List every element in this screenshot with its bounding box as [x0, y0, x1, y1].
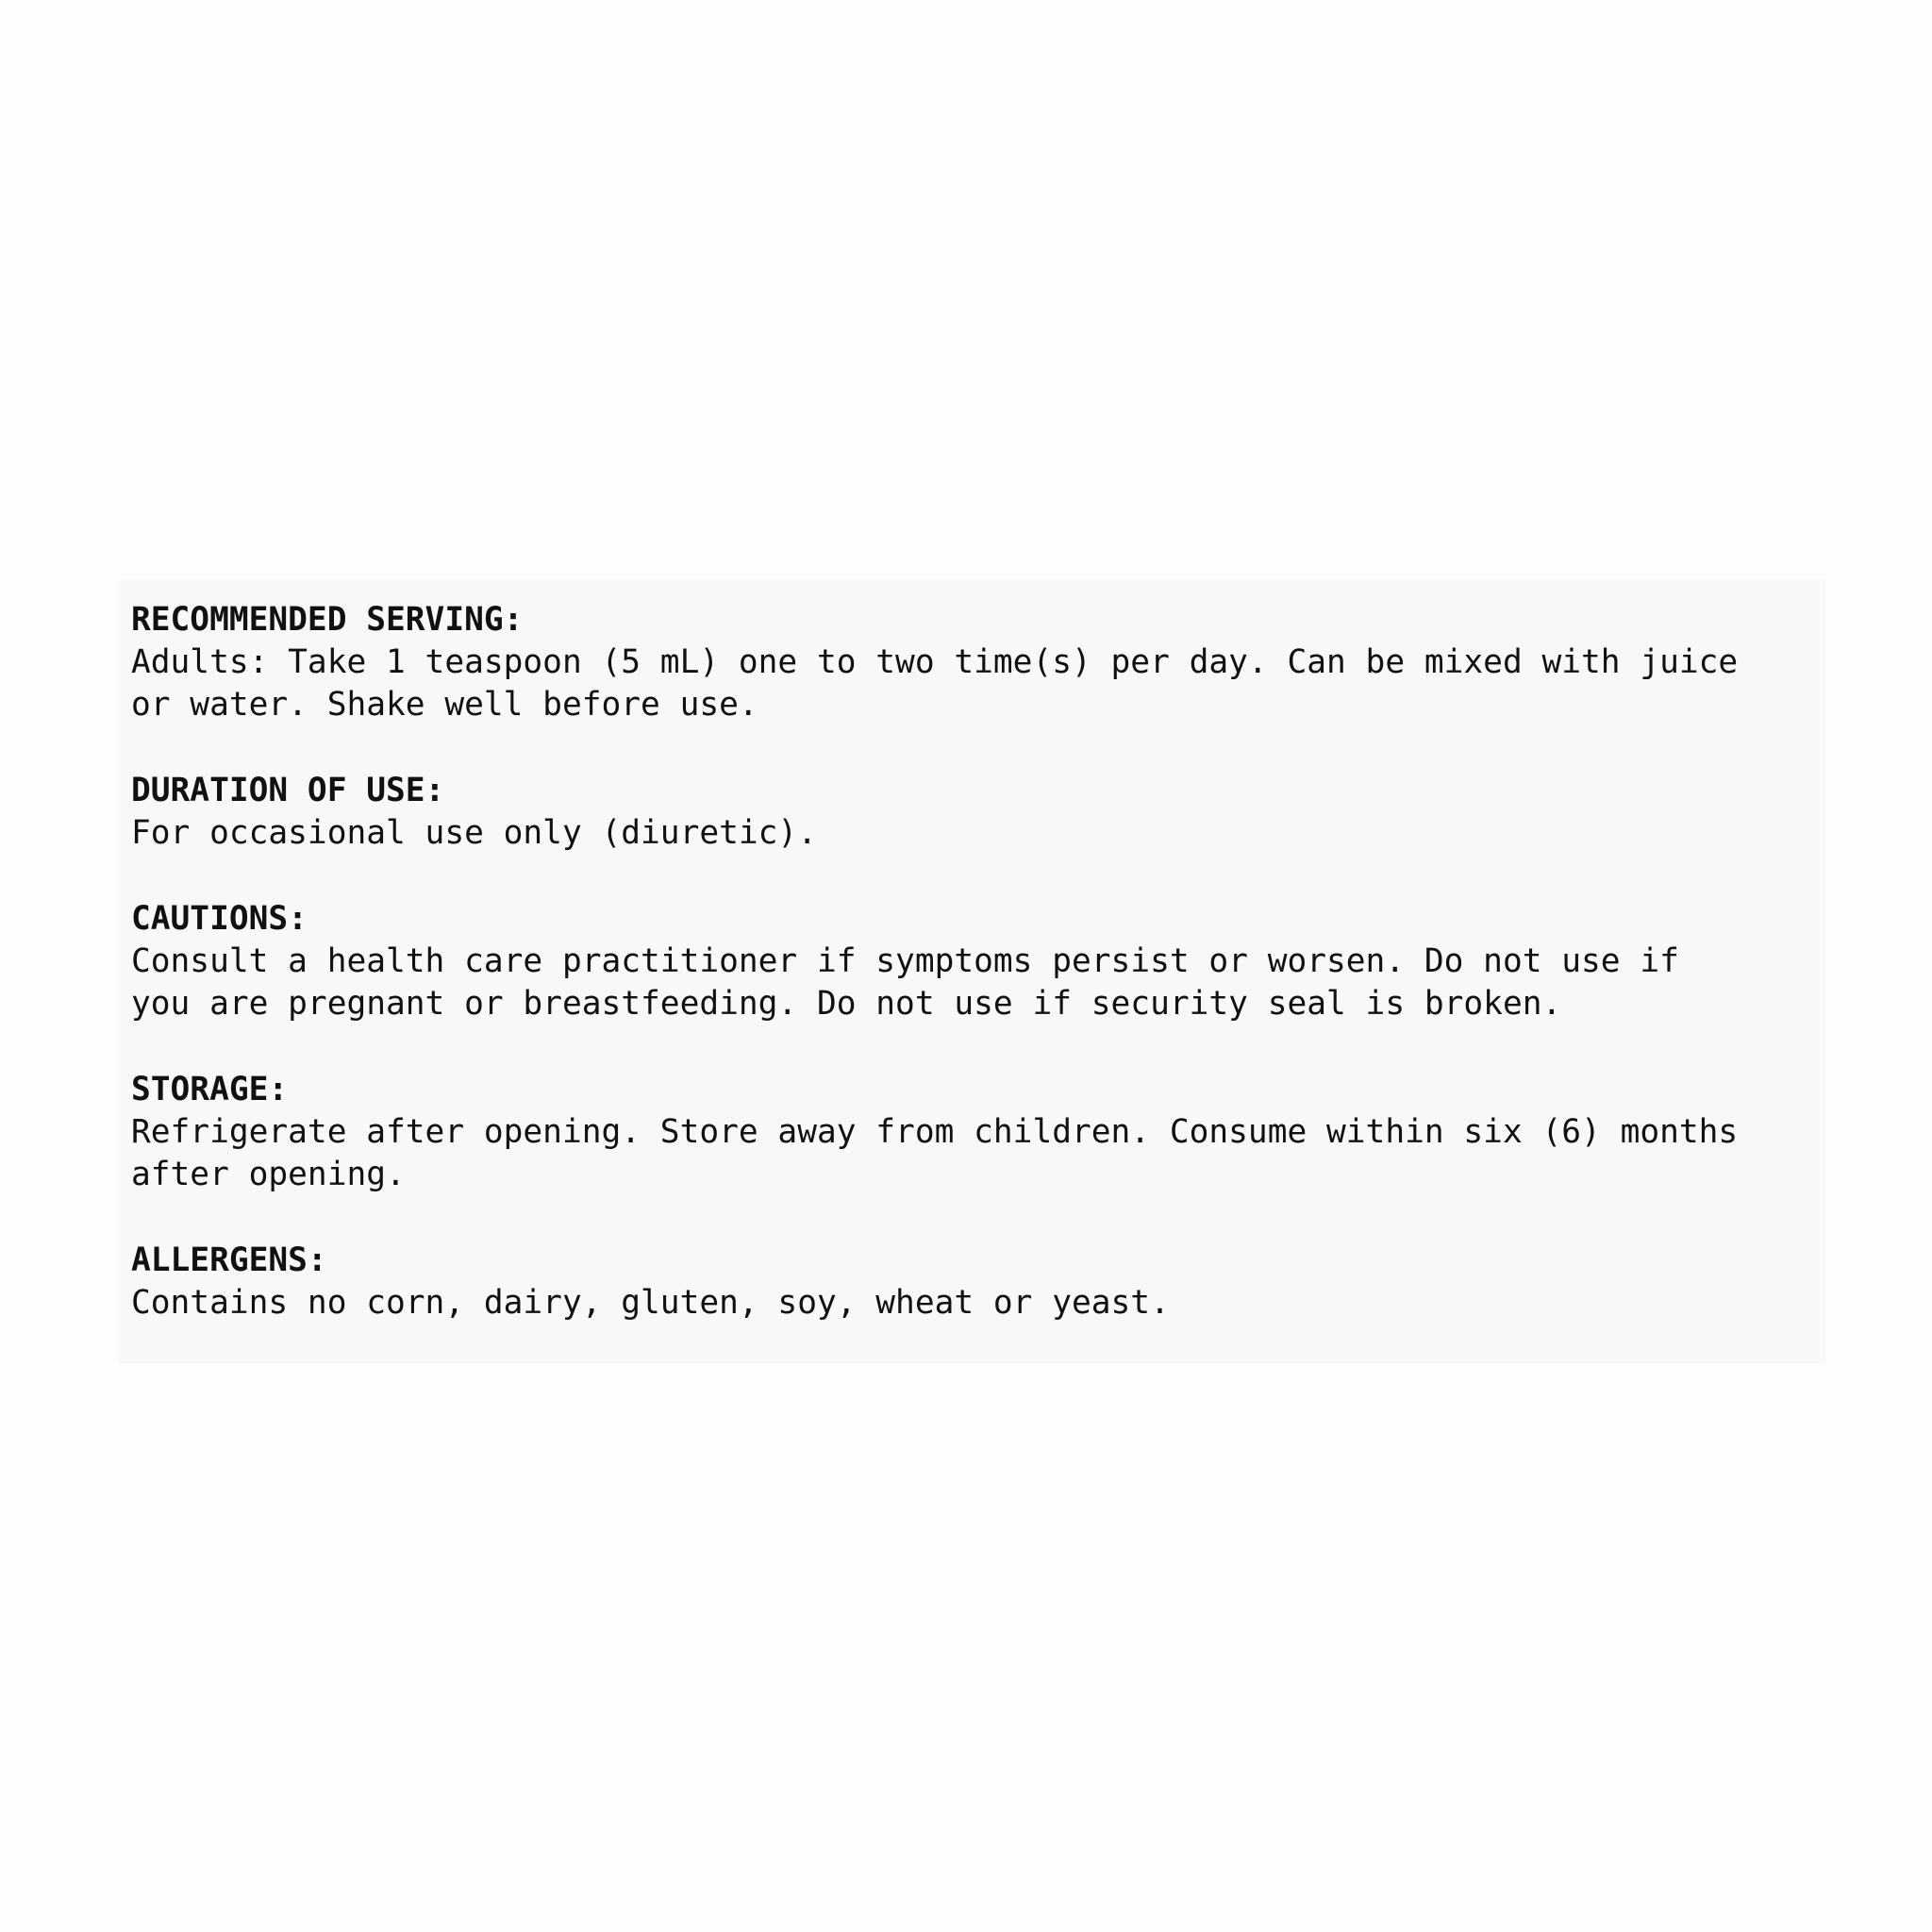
section-heading: CAUTIONS:: [131, 900, 308, 938]
section-storage: [131, 1069, 1812, 1196]
section-text-line: Consult a health care practitioner if symptoms persist or worsen. Do not use if: [131, 942, 1679, 980]
section-allergens: [131, 1240, 1812, 1324]
section-text-line: after opening.: [131, 1156, 406, 1193]
section-cautions: [131, 898, 1812, 1025]
section-heading: STORAGE:: [131, 1071, 289, 1108]
section-heading: RECOMMENDED SERVING:: [131, 601, 524, 639]
section-text-line: Contains no corn, dairy, gluten, soy, wheat or yeast.: [131, 1284, 1170, 1322]
section-text-line: For occasional use only (diuretic).: [131, 814, 817, 852]
section-heading: DURATION OF USE:: [131, 772, 445, 809]
section-text-line: or water. Shake well before use.: [131, 686, 758, 724]
section-text-line: Adults: Take 1 teaspoon (5 mL) one to two time(s) per day. Can be mixed with juice: [131, 643, 1739, 681]
section-duration-of-use: [131, 770, 1812, 855]
section-recommended-serving: [131, 599, 1812, 726]
label-text-panel: [118, 580, 1825, 1363]
section-text-line: Refrigerate after opening. Store away from children. Consume within six (6) months: [131, 1113, 1739, 1151]
section-text-line: you are pregnant or breastfeeding. Do not use if security seal is broken.: [131, 985, 1562, 1023]
section-heading: ALLERGENS:: [131, 1241, 327, 1279]
